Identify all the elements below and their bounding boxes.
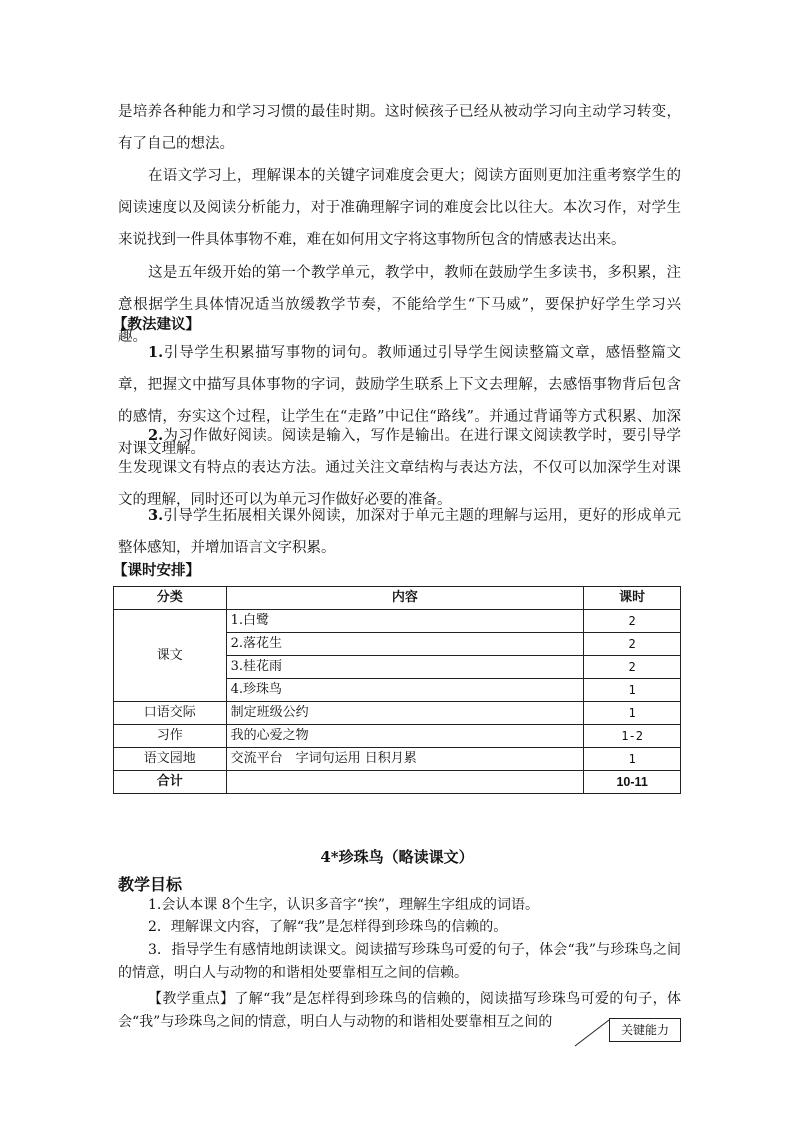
category-cell: 习作 xyxy=(114,725,227,748)
table-row xyxy=(114,748,681,771)
total-label-cell: 合计 xyxy=(114,771,227,794)
advice-item-number: 2. xyxy=(148,427,164,444)
hours-cell: 2 xyxy=(584,610,681,633)
content-cell: 1.白鹭 xyxy=(226,610,584,633)
intro-paragraph-1: 是培养各种能力和学习习惯的最佳时期。这时候孩子已经从被动学习向主动学习转变，有了自己的想法。 xyxy=(118,104,681,152)
goals-heading: 教学目标 xyxy=(118,875,183,894)
content-cell: 2.落花生 xyxy=(226,633,584,656)
advice-item-text: 为习作做好阅读。阅读是输入，写作是输出。在进行课文阅读教学时，要引导学生发现课文有特点的表达方法。通过关注文章结构与表达方法，不仅可以加深学生对课文的理解，同时还可以为单元习作做好必要的准备。 xyxy=(118,428,681,508)
lesson-title: 4*珍珠鸟（略读课文） xyxy=(320,848,474,866)
advice-heading: 【教法建议】 xyxy=(113,316,200,333)
content-cell: 我的心爱之物 xyxy=(226,725,584,748)
table-row xyxy=(114,725,681,748)
schedule-table xyxy=(113,586,681,794)
advice-item-text: 引导学生积累描写事物的词句。教师通过引导学生阅读整篇文章，感悟整篇文章，把握文中描写具体事物的字词，鼓励学生联系上下文去理解，去感悟事物背后包含的感情，夯实这个过程，让学生在“走路”中记住“路线”。并通过背诵等方式积累、加深对课文理解。 xyxy=(118,345,681,457)
intro-paragraph-3: 这是五年级开始的第一个教学单元，教学中，教师在鼓励学生多读书，多积累，注意根据学生具体情况适当放缓教学节奏，不能给学生“下马威”，要保护好学生学习兴趣。 xyxy=(118,265,681,345)
hours-cell: 1-2 xyxy=(584,725,681,748)
table-row xyxy=(114,702,681,725)
category-cell: 口语交际 xyxy=(114,702,227,725)
header-content: 内容 xyxy=(226,587,584,610)
header-category: 分类 xyxy=(114,587,227,610)
goal-item-1: 1.会认本课 8个生字，认识多音字“挨”，理解生字组成的词语。 xyxy=(148,897,540,913)
total-content-cell xyxy=(226,771,584,794)
intro-paragraph-2: 在语文学习上，理解课本的关键字词难度会更大；阅读方面则更加注重考察学生的阅读速度以及阅读分析能力，对于准确理解字词的难度会比以往大。本次习作，对学生来说找到一件具体事物不难，难在如何用文字将这事物所包含的情感表达出来。 xyxy=(118,168,681,248)
hours-cell: 1 xyxy=(584,702,681,725)
hours-cell: 1 xyxy=(584,748,681,771)
callout-pointer-line xyxy=(573,1018,613,1048)
goal-item-2: 2．理解课文内容，了解“我”是怎样得到珍珠鸟的信赖的。 xyxy=(148,919,508,935)
content-cell: 4.珍珠鸟 xyxy=(226,679,584,702)
content-cell: 交流平台 字词句运用 日积月累 xyxy=(226,748,584,771)
category-cell: 语文园地 xyxy=(114,748,227,771)
hours-cell: 1 xyxy=(584,679,681,702)
goal-item-3: 3．指导学生有感情地朗读课文。阅读描写珍珠鸟可爱的句子，体会“我”与珍珠鸟之间的情意，明白人与动物的和谐相处要靠相互之间的信赖。 xyxy=(118,942,681,981)
advice-item-text: 引导学生拓展相关课外阅读，加深对于单元主题的理解与运用，更好的形成单元整体感知，并增加语言文字积累。 xyxy=(118,508,681,556)
advice-item-3 xyxy=(118,500,681,564)
schedule-heading: 【课时安排】 xyxy=(113,562,200,579)
hours-cell: 2 xyxy=(584,656,681,679)
header-hours: 课时 xyxy=(584,587,681,610)
key-point-text: 了解“我”是怎样得到珍珠鸟的信赖的，阅读描写珍珠鸟可爱的句子，体会“我”与珍珠鸟之间的情意，明白人与动物的和谐相处要靠相互之间的 xyxy=(118,991,681,1030)
category-cell: 课文 xyxy=(114,610,227,702)
callout-box: 关键能力 xyxy=(609,1018,681,1042)
content-cell: 制定班级公约 xyxy=(226,702,584,725)
table-row xyxy=(114,610,681,633)
content-cell: 3.桂花雨 xyxy=(226,656,584,679)
total-hours-cell: 10-11 xyxy=(584,771,681,794)
table-header-row xyxy=(114,587,681,610)
key-point-label: 【教学重点】 xyxy=(148,991,235,1007)
hours-cell: 2 xyxy=(584,633,681,656)
table-total-row xyxy=(114,771,681,794)
advice-item-number: 3. xyxy=(148,507,164,524)
advice-item-number: 1. xyxy=(148,344,164,361)
